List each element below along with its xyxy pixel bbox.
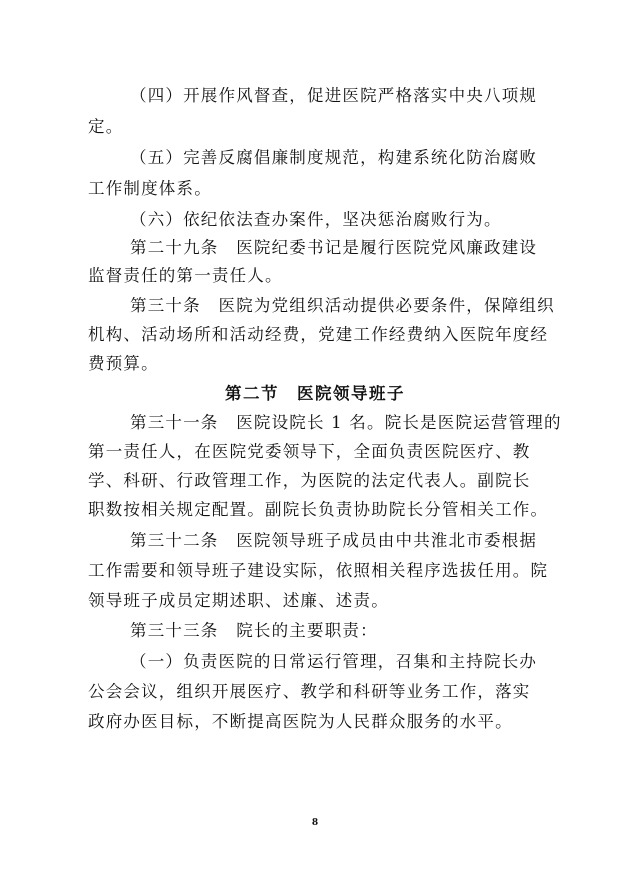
paragraph-line: 第三十二条 医院领导班子成员由中共淮北市委根据 (130, 531, 538, 550)
paragraph-line: 第一责任人，在医院党委领导下，全面负责医院医疗、教 (88, 442, 531, 461)
paragraph-line: 监督责任的第一责任人。 (88, 266, 283, 285)
paragraph-line: 职数按相关规定配置。副院长负责协助院长分管相关工作。 (88, 500, 549, 519)
paragraph-line: 费预算。 (88, 354, 159, 373)
paragraph-line: 机构、活动场所和活动经费，党建工作经费纳入医院年度经 (88, 325, 549, 344)
section-heading: 第二节 医院领导班子 (225, 384, 405, 403)
paragraph-line: 领导班子成员定期述职、述廉、述责。 (88, 591, 389, 610)
paragraph-line: 定。 (88, 117, 124, 136)
paragraph-line: 工作制度体系。 (88, 179, 212, 198)
paragraph-line: 第二十九条 医院纪委书记是履行医院党风廉政建设 (130, 238, 538, 257)
paragraph-line: 工作需要和领导班子建设实际，依照相关程序选拔任用。院 (88, 561, 549, 580)
page-number: 8 (311, 818, 319, 828)
paragraph-line: 政府办医目标，不断提高医院为人民群众服务的水平。 (88, 712, 513, 731)
paragraph-line: 第三十一条 医院设院长 1 名。院长是医院运营管理的 (130, 413, 562, 432)
paragraph-line: （一）负责医院的日常运行管理，召集和主持院长办 (130, 652, 538, 671)
paragraph-line: 学、科研、行政管理工作，为医院的法定代表人。副院长 (88, 471, 531, 490)
paragraph-line: （六）依纪依法查办案件，坚决惩治腐败行为。 (130, 210, 502, 229)
paragraph-line: （五）完善反腐倡廉制度规范，构建系统化防治腐败 (130, 148, 538, 167)
paragraph-line: 第三十条 医院为党组织活动提供必要条件，保障组织 (130, 296, 555, 315)
paragraph-line: （四）开展作风督查，促进医院严格落实中央八项规 (130, 86, 538, 105)
paragraph-line: 公会会议，组织开展医疗、教学和科研等业务工作，落实 (88, 682, 531, 701)
paragraph-line: 第三十三条 院长的主要职责： (130, 621, 378, 640)
